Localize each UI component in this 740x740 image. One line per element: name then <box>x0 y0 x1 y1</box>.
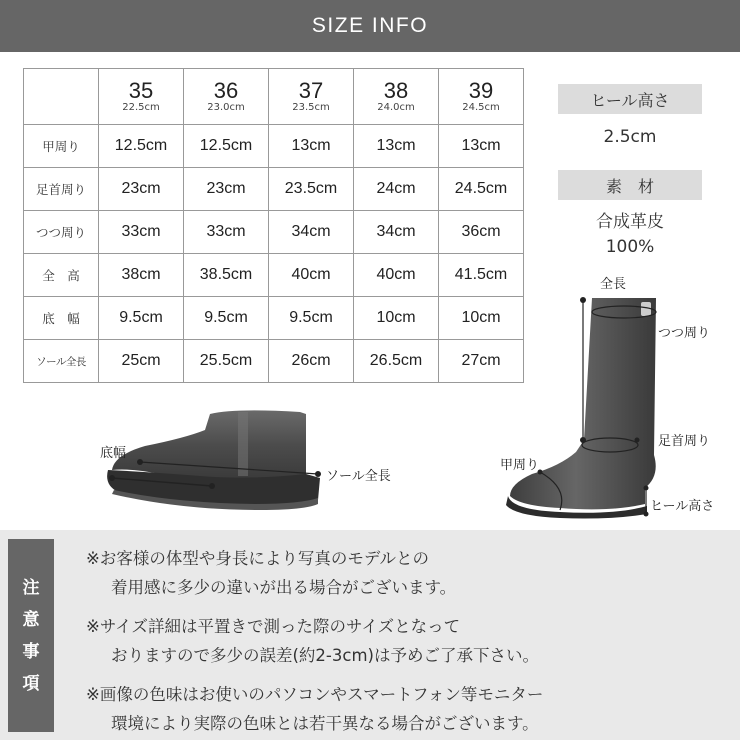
table-cell: 25cm <box>99 340 184 383</box>
table-cell: 23.5cm <box>269 168 354 211</box>
size-number: 35 <box>128 78 154 103</box>
material-value-line-2: 100% <box>605 237 655 257</box>
row-label: 足首周り <box>24 168 99 211</box>
size-number: 36 <box>213 78 239 103</box>
size-length: 24.5cm <box>462 102 500 113</box>
table-cell: 23cm <box>184 168 269 211</box>
note-line: ※お客様の体型や身長により写真のモデルとの <box>86 549 430 568</box>
table-cell: 23cm <box>99 168 184 211</box>
table-cell: 40cm <box>354 254 439 297</box>
table-cell: 12.5cm <box>184 125 269 168</box>
table-cell: 34cm <box>269 211 354 254</box>
note-line: ※サイズ詳細は平置きで測った際のサイズとなって <box>86 617 461 636</box>
material-value-line-1: 合成革皮 <box>596 212 664 232</box>
size-number: 39 <box>468 78 494 103</box>
table-cell: 10cm <box>354 297 439 340</box>
note-line: ※画像の色味はお使いのパソコンやスマートフォン等モニター <box>86 685 544 704</box>
table-cell: 34cm <box>354 211 439 254</box>
table-cell: 13cm <box>269 125 354 168</box>
notes-title-char: 意 <box>22 609 40 630</box>
table-cell: 9.5cm <box>184 297 269 340</box>
notes-title-char: 項 <box>22 673 40 694</box>
table-cell: 13cm <box>354 125 439 168</box>
row-label: 甲周り <box>24 125 99 168</box>
note-line: おりますので多少の誤差(約2-3cm)は予めご了承下さい。 <box>111 646 539 665</box>
page-title: SIZE INFO <box>311 14 429 37</box>
table-cell: 24.5cm <box>439 168 524 211</box>
diagram-total-height-label: 全長 <box>600 277 627 292</box>
diagram-shaft-label: つつ周り <box>658 326 711 341</box>
row-label: ソール全長 <box>24 340 99 383</box>
note-line: 着用感に多少の違いが出る場合がございます。 <box>111 578 457 597</box>
row-label: つつ周り <box>24 211 99 254</box>
row-label: 全 高 <box>24 254 99 297</box>
table-cell: 38.5cm <box>184 254 269 297</box>
size-length: 22.5cm <box>122 102 160 113</box>
table-cell: 9.5cm <box>269 297 354 340</box>
table-cell: 33cm <box>99 211 184 254</box>
table-cell: 33cm <box>184 211 269 254</box>
table-cell: 27cm <box>439 340 524 383</box>
diagram-ankle-label: 足首周り <box>658 434 711 449</box>
heel-height-label: ヒール高さ <box>590 90 670 110</box>
table-cell: 41.5cm <box>439 254 524 297</box>
table-cell: 36cm <box>439 211 524 254</box>
note-line: 環境により実際の色味とは若干異なる場合がございます。 <box>111 714 539 733</box>
diagram-heel-height-label: ヒール高さ <box>650 499 715 514</box>
table-cell: 25.5cm <box>184 340 269 383</box>
notes-side-title <box>8 539 54 732</box>
size-number: 38 <box>383 78 409 103</box>
notes-body <box>86 544 726 738</box>
table-cell: 10cm <box>439 297 524 340</box>
size-length: 23.5cm <box>292 102 330 113</box>
diagram-instep-label: 甲周り <box>500 458 540 473</box>
table-cell: 26cm <box>269 340 354 383</box>
table-cell: 38cm <box>99 254 184 297</box>
table-cell: 13cm <box>439 125 524 168</box>
table-cell: 12.5cm <box>99 125 184 168</box>
material-label: 素 材 <box>605 176 654 196</box>
diagram-sole-length-label: ソール全長 <box>326 469 391 484</box>
row-label: 底 幅 <box>24 297 99 340</box>
heel-height-value: 2.5cm <box>603 127 657 147</box>
table-cell: 40cm <box>269 254 354 297</box>
tall-boot-image <box>506 298 656 519</box>
notes-title-char: 事 <box>22 641 40 662</box>
size-length: 24.0cm <box>377 102 415 113</box>
notes-title-char: 注 <box>22 577 40 598</box>
table-cell: 26.5cm <box>354 340 439 383</box>
size-length: 23.0cm <box>207 102 245 113</box>
diagram-width-label: 底幅 <box>100 446 127 461</box>
table-cell: 9.5cm <box>99 297 184 340</box>
size-number: 37 <box>298 78 324 103</box>
table-cell: 24cm <box>354 168 439 211</box>
